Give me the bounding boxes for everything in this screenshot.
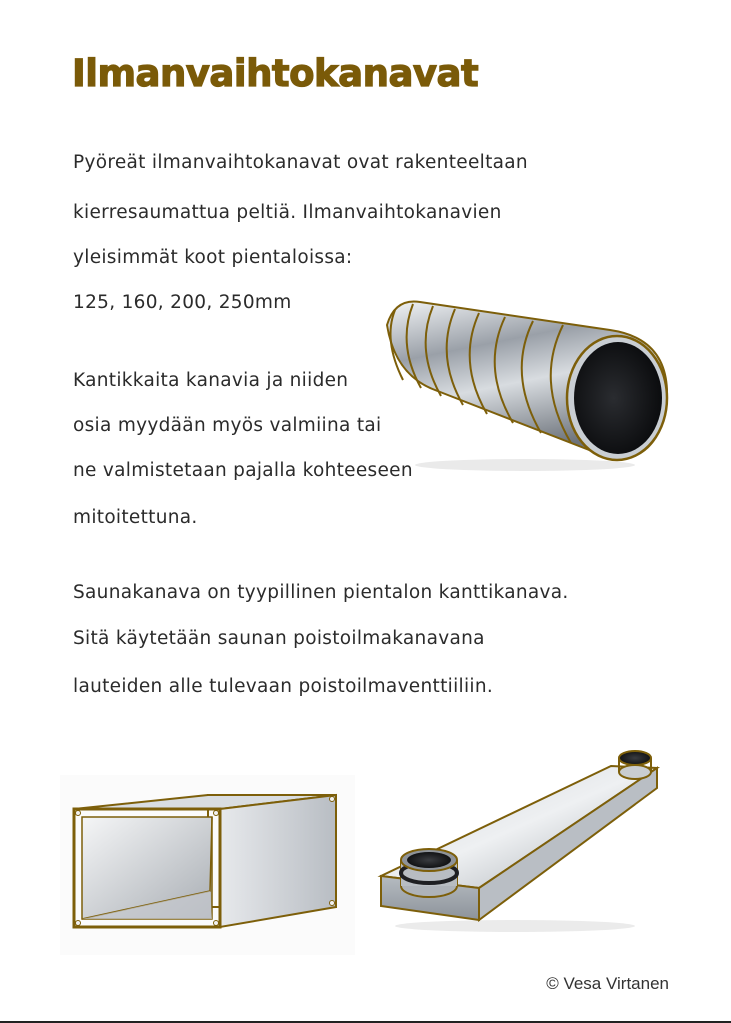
- paragraph-line: kierresaumattua peltiä. Ilmanvaihtokanavien: [73, 202, 502, 223]
- paragraph-line: Pyöreät ilmanvaihtokanavat ovat rakenteeltaan: [73, 152, 528, 173]
- paragraph-line: 125, 160, 200, 250mm: [73, 292, 292, 313]
- paragraph-line: mitoitettuna.: [73, 507, 198, 528]
- paragraph-line: osia myydään myös valmiina tai: [73, 415, 382, 436]
- sauna-duct-illustration: [375, 748, 665, 938]
- page-title: Ilmanvaihtokanavat: [72, 52, 479, 95]
- paragraph-line: Kantikkaita kanavia ja niiden: [73, 370, 349, 391]
- paragraph-line: Saunakanava on tyypillinen pientalon kanttikanava.: [73, 582, 569, 603]
- paragraph-line: Sitä käytetään saunan poistoilmakanavana: [73, 628, 485, 649]
- paragraph-line: yleisimmät koot pientaloissa:: [73, 247, 353, 268]
- paragraph-line: lauteiden alle tulevaan poistoilmaventtiiliin.: [73, 676, 494, 697]
- rectangular-duct-illustration: [60, 775, 355, 955]
- copyright-credit: © Vesa Virtanen: [546, 974, 669, 993]
- paragraph-line: ne valmistetaan pajalla kohteeseen: [73, 460, 413, 481]
- spiral-duct-illustration: [375, 290, 675, 475]
